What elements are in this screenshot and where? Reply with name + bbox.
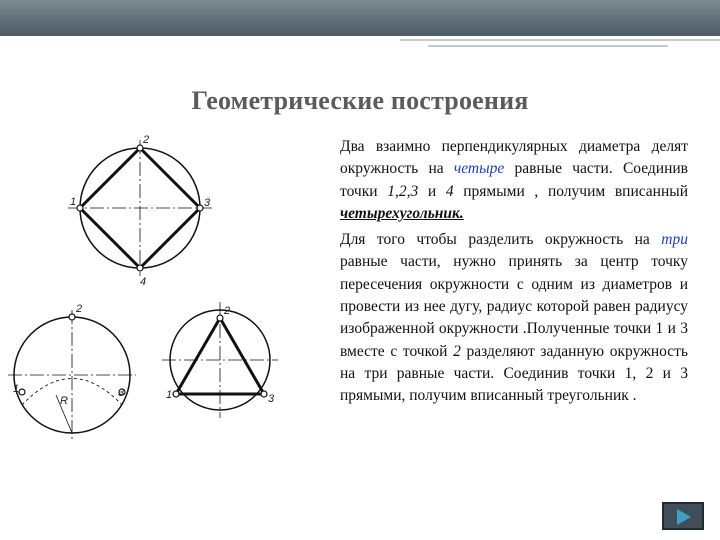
p2-text-1: Для того чтобы разделить окружность на: [340, 231, 662, 249]
arc-point-2: [69, 314, 75, 320]
arc-label-radius: R: [60, 395, 68, 407]
square-label-3: 3: [204, 197, 211, 209]
paragraph-four-parts: [340, 136, 688, 225]
paragraph-three-parts: [340, 229, 688, 407]
square-label-4: 4: [140, 276, 147, 288]
square-construction-figure: [68, 140, 212, 276]
p1-emphasis-quadrilateral: четырехугольник.: [340, 204, 464, 222]
square-label-2: 2: [143, 134, 150, 146]
triangle-point-3: [261, 391, 267, 397]
next-arrow-icon: [677, 509, 691, 525]
p2-text-3: разделяют заданную окружность на три равные части. Соединив точки 1, 2 и 3 прямыми, получим вписанный треугольник .: [340, 342, 688, 405]
triangle-label-1: 1: [166, 389, 173, 401]
p1-text-1: Два взаимно перпендикулярных диаметра делят окружность на: [340, 138, 688, 178]
square-label-1: 1: [70, 196, 77, 208]
p1-emphasis-point-4: 4: [445, 182, 454, 200]
p1-text-2: равные части. Соединив точки: [340, 160, 688, 200]
square-point-4: [137, 265, 143, 271]
square-point-3: [197, 205, 203, 211]
p2-emphasis-point-2: 2: [453, 342, 461, 360]
slide-body-text: [340, 136, 688, 408]
p1-text-4: прямыми , получим вписанный: [453, 182, 688, 200]
p1-emphasis-four: четыре: [453, 160, 505, 178]
arc-label-3: 3: [118, 387, 125, 399]
slide-title: Геометрические построения: [191, 86, 529, 115]
p1-emphasis-points: 1,2,3: [387, 182, 419, 200]
triangle-point-2: [217, 315, 223, 321]
triangle-label-2: 2: [224, 305, 231, 317]
triangle-construction-figure: [162, 302, 278, 418]
square-point-1: [77, 205, 83, 211]
arc-label-2: 2: [76, 303, 83, 315]
arc-label-1: 1: [13, 383, 20, 395]
p2-emphasis-three: три: [661, 231, 688, 249]
p2-text-2: равные части, нужно принять за центр точку пересечения окружности с одним из диаметров и провести из нее дугу, радиус которой равен радиусу изображенной окружности .Полученные точки 1 и 3 вместе с точкой: [340, 253, 688, 360]
triangle-point-1: [173, 391, 179, 397]
arc-construction-figure: [8, 310, 136, 440]
arc-point-1: [19, 389, 25, 395]
next-slide-button[interactable]: [662, 502, 704, 530]
triangle-label-3: 3: [268, 393, 275, 405]
p1-text-3: и: [418, 182, 446, 200]
